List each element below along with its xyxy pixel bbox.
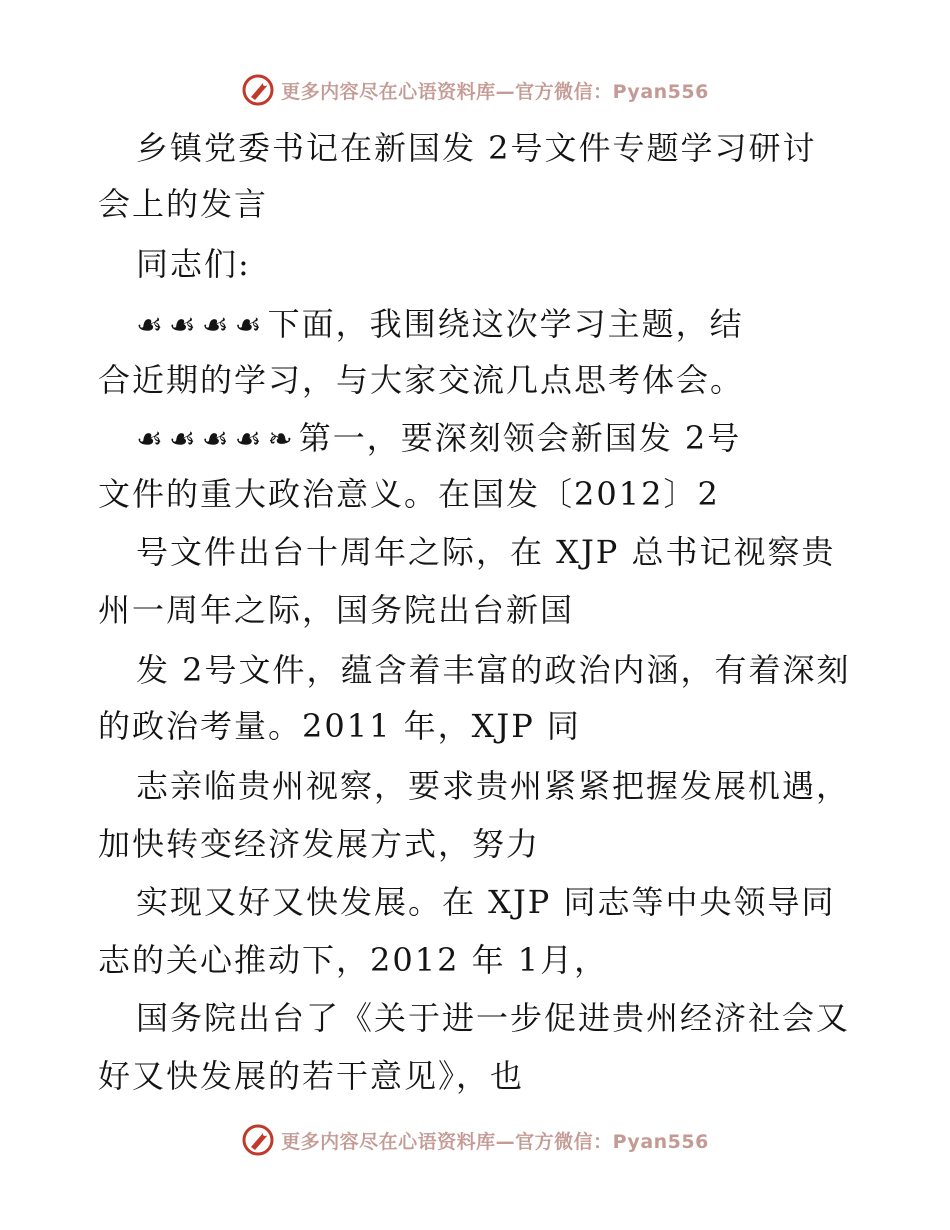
paragraph-6-line-1: 实现又好又快发展。在 XJP 同志等中央领导同 xyxy=(136,883,836,921)
paragraph-5-line-1: 志亲临贵州视察，要求贵州紧紧把握发展机遇， xyxy=(136,767,851,805)
paragraph-6-line-2: 志的关心推动下，2012 年 1月， xyxy=(98,941,609,979)
paragraph-4-line-1: 发 2号文件，蕴含着丰富的政治内涵，有着深刻 xyxy=(136,651,851,689)
paragraph-1-line-1 xyxy=(136,296,744,352)
salutation: 同志们: xyxy=(136,245,251,283)
paragraph-2-line-1 xyxy=(136,410,741,466)
footer-banner xyxy=(0,1120,950,1160)
paragraph-1-line-2: 合近期的学习，与大家交流几点思考体会。 xyxy=(98,361,745,399)
paragraph-7-line-2: 好又快发展的若干意见》，也 xyxy=(98,1057,525,1095)
paragraph-2-line-2: 文件的重大政治意义。在国发〔2012〕2 xyxy=(98,475,720,513)
pen-nib-circle-icon xyxy=(241,1123,275,1157)
banner-text: 更多内容尽在心语资料库—官方微信：Pyan556 xyxy=(281,80,709,103)
paragraph-4-line-2: 的政治考量。2011 年，XJP 同 xyxy=(98,707,581,745)
document-title-line-1: 乡镇党委书记在新国发 2号文件专题学习研讨 xyxy=(136,129,817,167)
pen-nib-circle-icon xyxy=(241,73,275,107)
paragraph-1-text: 下面，我围绕这次学习主题，结 xyxy=(267,305,744,343)
header-banner xyxy=(0,70,950,110)
banner-text: 更多内容尽在心语资料库—官方微信：Pyan556 xyxy=(281,1130,709,1153)
paragraph-2-text: 第一，要深刻领会新国发 2号 xyxy=(298,419,742,457)
ornament-icon: ☙☙☙☙ xyxy=(136,308,268,343)
paragraph-7-line-1: 国务院出台了《关于进一步促进贵州经济社会又 xyxy=(136,999,851,1037)
ornament-icon: ☙☙☙☙❧ xyxy=(136,422,299,457)
paragraph-3-line-2: 州一周年之际，国务院出台新国 xyxy=(98,591,575,629)
document-title-line-2: 会上的发言 xyxy=(98,185,269,223)
paragraph-3-line-1: 号文件出台十周年之际，在 XJP 总书记视察贵 xyxy=(136,533,836,571)
paragraph-5-line-2: 加快转变经济发展方式，努力 xyxy=(98,825,541,863)
